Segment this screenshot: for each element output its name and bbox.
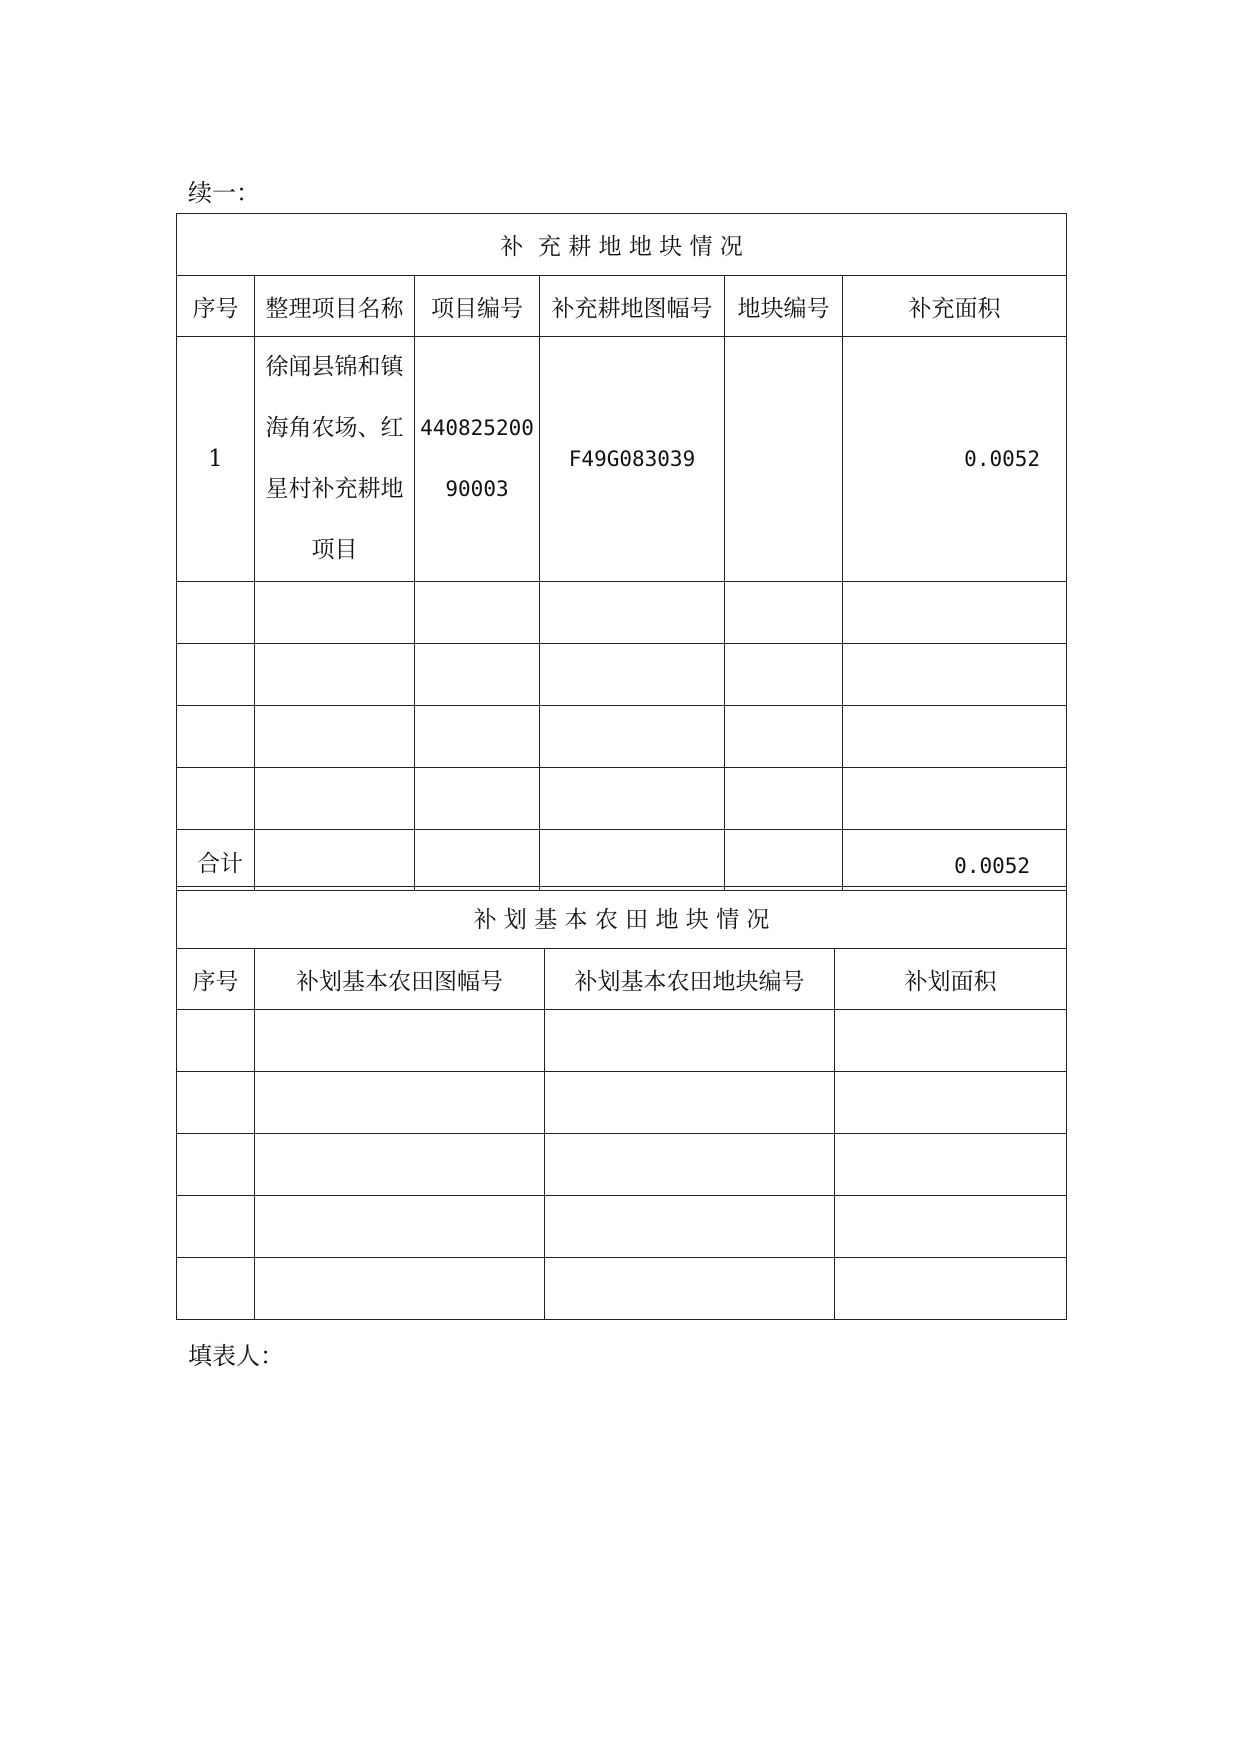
- table-row: [177, 337, 1067, 582]
- col-header-basic-area: 补划面积: [835, 949, 1067, 1010]
- row-map-sheet: F49G083039: [540, 337, 725, 582]
- table-row: [177, 1072, 1067, 1134]
- row-project-name: [255, 337, 415, 582]
- project-code-line: 440825200: [420, 416, 534, 440]
- project-name-line: 星村补充耕地: [265, 476, 404, 502]
- project-name-line: 海角农场、红: [265, 415, 404, 441]
- table-row: [177, 1196, 1067, 1258]
- table-row: [177, 768, 1067, 830]
- row-area: 0.0052: [843, 337, 1067, 582]
- col-header-basic-map-sheet: 补划基本农田图幅号: [255, 949, 545, 1010]
- table-row: [177, 644, 1067, 706]
- table-row: [177, 1010, 1067, 1072]
- row-plot-no: [725, 337, 843, 582]
- table-row: [177, 582, 1067, 644]
- project-code-line: 90003: [445, 477, 509, 501]
- col-header-map-sheet: 补充耕地图幅号: [540, 276, 725, 337]
- col-header-project-code: 项目编号: [415, 276, 540, 337]
- filler-caption: 填表人：: [188, 1342, 284, 1370]
- table-row: [177, 706, 1067, 768]
- col-header-area: 补充面积: [843, 276, 1067, 337]
- basic-farmland-table: [176, 886, 1067, 1320]
- col-header-seq: 序号: [177, 276, 255, 337]
- row-seq: 1: [177, 337, 255, 582]
- col-header-seq: 序号: [177, 949, 255, 1010]
- continuation-caption: 续一：: [188, 179, 260, 207]
- section1-header-row: [177, 276, 1067, 337]
- col-header-project-name: 整理项目名称: [255, 276, 415, 337]
- project-name-line: 项目: [311, 537, 358, 563]
- project-name-line: 徐闻县锦和镇: [265, 354, 404, 380]
- total-area: 0.0052: [843, 830, 1067, 891]
- row-project-code: [415, 337, 540, 582]
- supplementary-farmland-table: [176, 213, 1067, 891]
- table-row: [177, 1134, 1067, 1196]
- section2-title-text: 补 划 基 本 农 田 地 块 情 况: [473, 907, 770, 933]
- total-row: [177, 830, 1067, 891]
- col-header-plot-no: 地块编号: [725, 276, 843, 337]
- section2-header-row: [177, 949, 1067, 1010]
- col-header-basic-plot-no: 补划基本农田地块编号: [545, 949, 835, 1010]
- section1-title: [177, 214, 1067, 276]
- section1-title-text: 补 充 耕 地 地 块 情 况: [500, 234, 743, 260]
- section2-title: [177, 887, 1067, 949]
- total-label: 合计: [177, 830, 255, 891]
- table-row: [177, 1258, 1067, 1320]
